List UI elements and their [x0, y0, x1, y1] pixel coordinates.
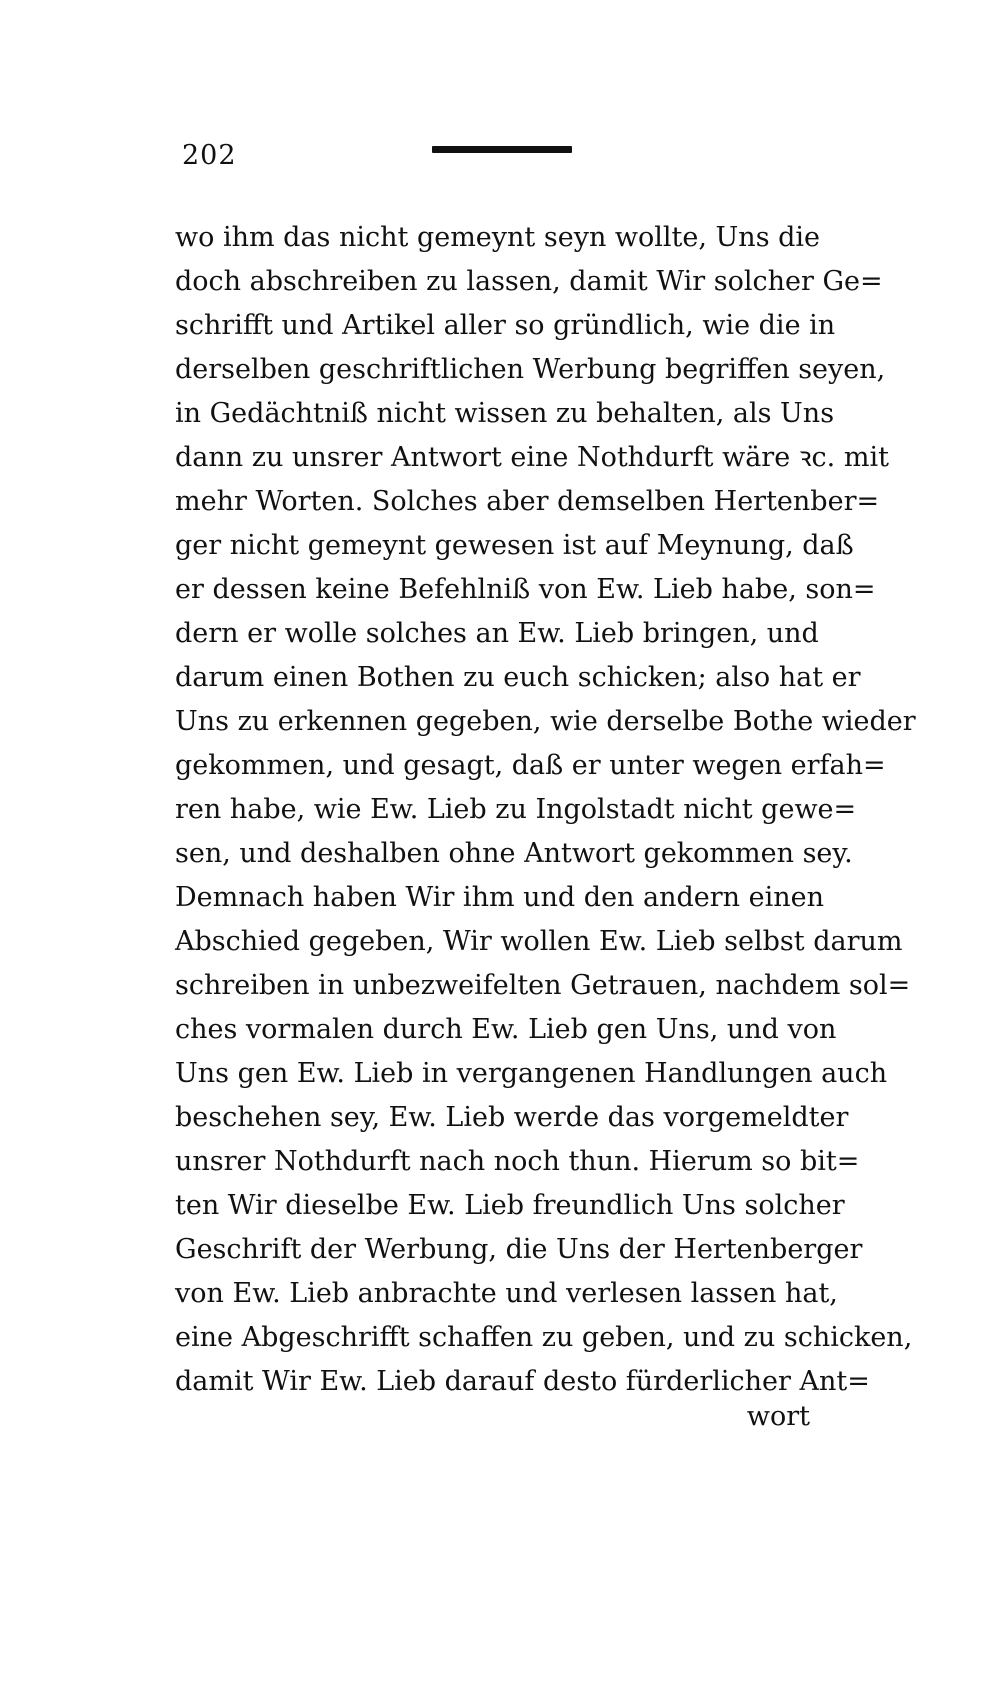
text-line: derselben geschriftlichen Werbung begriffen seyen,	[175, 354, 886, 385]
body-text	[175, 216, 916, 1404]
text-line: darum einen Bothen zu euch schicken; also hat er	[175, 662, 861, 693]
text-line: dern er wolle solches an Ew. Lieb bringen, und	[175, 618, 819, 649]
text-line: er dessen keine Befehlniß von Ew. Lieb habe, son=	[175, 574, 876, 605]
text-line: beschehen sey, Ew. Lieb werde das vorgemeldter	[175, 1102, 849, 1133]
text-line: gekommen, und gesagt, daß er unter wegen erfah=	[175, 750, 886, 781]
text-line: ger nicht gemeynt gewesen ist auf Meynung, daß	[175, 530, 854, 561]
text-line: ches vormalen durch Ew. Lieb gen Uns, und von	[175, 1014, 837, 1045]
text-line: Geschrift der Werbung, die Uns der Hertenberger	[175, 1234, 863, 1265]
text-line: Uns gen Ew. Lieb in vergangenen Handlungen auch	[175, 1058, 888, 1089]
text-line: eine Abgeschrifft schaffen zu geben, und zu schicken,	[175, 1322, 913, 1353]
text-line: schrifft und Artikel aller so gründlich, wie die in	[175, 310, 836, 341]
text-line: ten Wir dieselbe Ew. Lieb freundlich Uns solcher	[175, 1190, 845, 1221]
text-line: sen, und deshalben ohne Antwort gekommen sey.	[175, 838, 853, 869]
text-line: mehr Worten. Solches aber demselben Hertenber=	[175, 486, 880, 517]
page-number: 202	[182, 140, 237, 171]
catchword: wort	[746, 1401, 810, 1432]
text-line: unsrer Nothdurft nach noch thun. Hierum so bit=	[175, 1146, 860, 1177]
text-line: in Gedächtniß nicht wissen zu behalten, als Uns	[175, 398, 835, 429]
text-line: doch abschreiben zu lassen, damit Wir solcher Ge=	[175, 266, 883, 297]
text-line: damit Wir Ew. Lieb darauf desto fürderlicher Ant=	[175, 1366, 870, 1397]
text-line: Uns zu erkennen gegeben, wie derselbe Bothe wieder	[175, 706, 916, 737]
text-line: Abschied gegeben, Wir wollen Ew. Lieb selbst darum	[175, 926, 903, 957]
text-line: von Ew. Lieb anbrachte und verlesen lassen hat,	[175, 1278, 838, 1309]
text-line: wo ihm das nicht gemeynt seyn wollte, Uns die	[175, 222, 821, 253]
text-line: schreiben in unbezweifelten Getrauen, nachdem sol=	[175, 970, 911, 1001]
header-rule	[432, 146, 572, 153]
text-line: dann zu unsrer Antwort eine Nothdurft wäre ꝛc. mit	[175, 442, 889, 473]
text-line: ren habe, wie Ew. Lieb zu Ingolstadt nicht gewe=	[175, 794, 857, 825]
text-line: Demnach haben Wir ihm und den andern einen	[175, 882, 825, 913]
